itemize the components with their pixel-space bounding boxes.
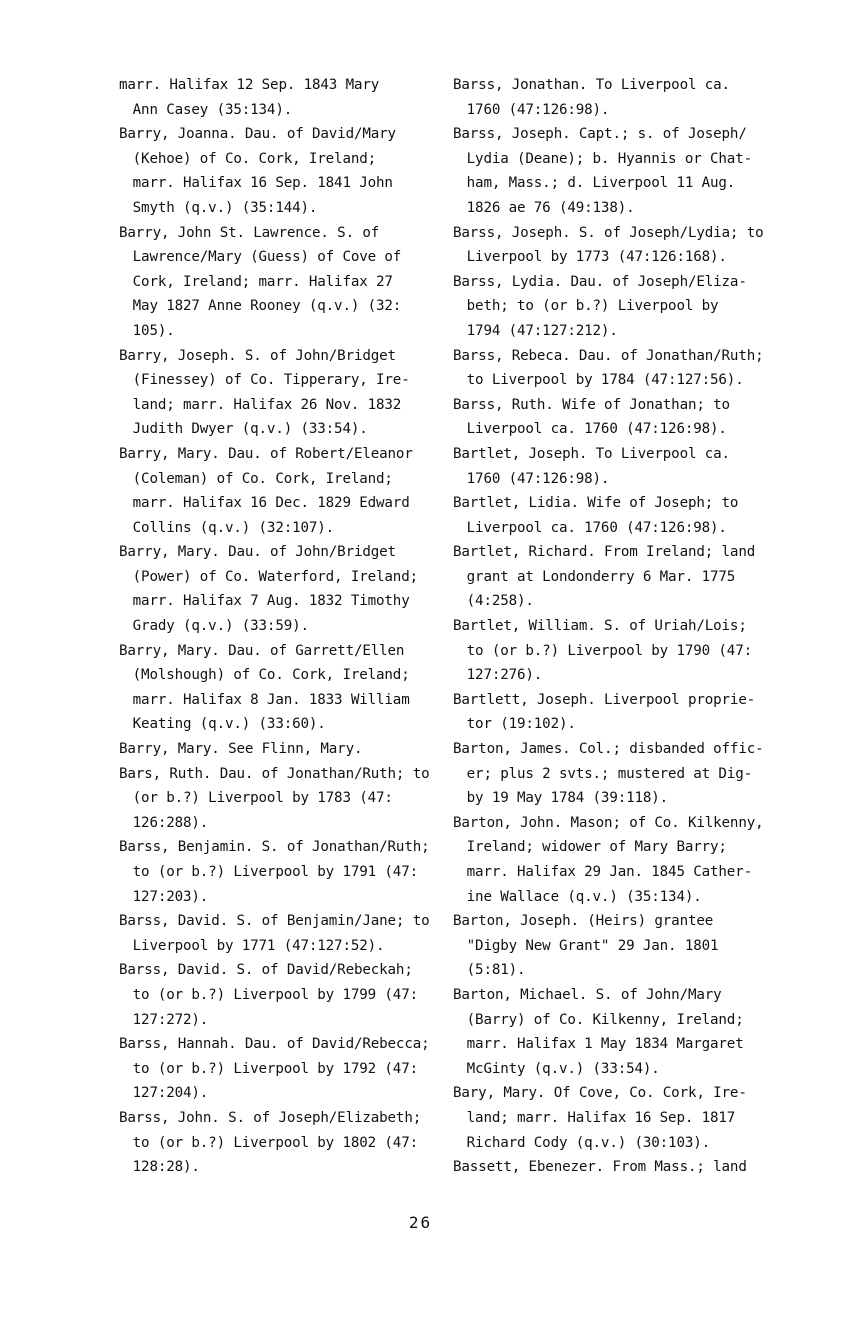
- entry-continuation-line: Grady (q.v.) (33:59).: [132, 618, 309, 635]
- entry-continuation-line: (4:258).: [466, 593, 534, 610]
- entry-continuation-line: to (or b.?) Liverpool by 1790 (47:: [466, 642, 752, 659]
- index-entry: [119, 958, 449, 1032]
- entry-continuation-line: land; marr. Halifax 16 Sep. 1817: [466, 1109, 736, 1126]
- entry-continuation-line: Lawrence/Mary (Guess) of Cove of: [132, 249, 402, 266]
- entry-continuation-line: Liverpool by 1773 (47:126:168).: [466, 249, 727, 266]
- entry-heading-line: marr. Halifax 12 Sep. 1843 Mary: [119, 77, 380, 93]
- entry-heading-line: Barss, Hannah. Dau. of David/Rebecca;: [119, 1036, 430, 1053]
- entry-continuation-line: to Liverpool by 1784 (47:127:56).: [466, 372, 744, 389]
- entry-heading-line: Barss, David. S. of David/Rebeckah;: [119, 962, 413, 979]
- entry-continuation-line: 1760 (47:126:98).: [466, 470, 610, 487]
- entry-heading-line: Barss, John. S. of Joseph/Elizabeth;: [119, 1109, 422, 1126]
- index-entry: [453, 122, 813, 220]
- entry-continuation-line: (or b.?) Liverpool by 1783 (47:: [132, 790, 393, 807]
- entry-heading-line: Barry, Mary. Dau. of Robert/Eleanor: [119, 445, 413, 462]
- index-entry: [119, 122, 449, 220]
- entry-heading-line: Barss, Lydia. Dau. of Joseph/Eliza-: [453, 273, 747, 290]
- entry-continuation-line: 127:272).: [132, 1011, 209, 1028]
- index-entry: [119, 221, 449, 344]
- entry-heading-line: Barss, Jonathan. To Liverpool ca.: [453, 77, 730, 93]
- entry-continuation-line: grant at Londonderry 6 Mar. 1775: [466, 568, 736, 585]
- index-entry: [453, 614, 813, 688]
- entry-heading-line: Bartlet, Richard. From Ireland; land: [453, 544, 756, 561]
- entry-heading-line: Barss, Rebeca. Dau. of Jonathan/Ruth;: [453, 347, 764, 364]
- index-entry: [119, 737, 449, 762]
- index-entry: [119, 762, 449, 836]
- index-entry: [453, 540, 813, 614]
- entry-heading-line: Bartlett, Joseph. Liverpool proprie-: [453, 691, 756, 708]
- index-entry: [453, 737, 813, 811]
- entry-heading-line: Barss, David. S. of Benjamin/Jane; to: [119, 913, 430, 930]
- entry-continuation-line: to (or b.?) Liverpool by 1792 (47:: [132, 1060, 418, 1077]
- entry-heading-line: Barss, Joseph. Capt.; s. of Joseph/: [453, 126, 747, 143]
- entry-continuation-line: Richard Cody (q.v.) (30:103).: [466, 1134, 711, 1151]
- entry-heading-line: Barss, Ruth. Wife of Jonathan; to: [453, 396, 730, 413]
- entry-continuation-line: marr. Halifax 8 Jan. 1833 William: [132, 691, 410, 708]
- index-entry: [453, 393, 813, 442]
- entry-continuation-line: Lydia (Deane); b. Hyannis or Chat-: [466, 150, 752, 167]
- right-column: [453, 73, 813, 1180]
- entry-heading-line: Bartlet, Joseph. To Liverpool ca.: [453, 445, 730, 462]
- entry-heading-line: Barry, Joanna. Dau. of David/Mary: [119, 126, 396, 143]
- entry-continuation-line: to (or b.?) Liverpool by 1799 (47:: [132, 986, 418, 1003]
- index-entry: [453, 811, 813, 909]
- entry-continuation-line: by 19 May 1784 (39:118).: [466, 790, 669, 807]
- entry-continuation-line: "Digby New Grant" 29 Jan. 1801: [466, 937, 719, 954]
- entry-continuation-line: (Barry) of Co. Kilkenny, Ireland;: [466, 1011, 744, 1028]
- entry-heading-line: Barry, Mary. Dau. of Garrett/Ellen: [119, 642, 405, 659]
- entry-continuation-line: Liverpool ca. 1760 (47:126:98).: [466, 519, 727, 536]
- index-entry: [453, 442, 813, 491]
- entry-heading-line: Barry, Mary. See Flinn, Mary.: [119, 741, 363, 758]
- index-entry: [453, 270, 813, 344]
- entry-continuation-line: 105).: [132, 322, 175, 339]
- entry-continuation-line: 127:276).: [466, 667, 543, 684]
- index-entry: [453, 983, 813, 1081]
- entry-continuation-line: tor (19:102).: [466, 716, 576, 733]
- index-entry: [119, 540, 449, 638]
- entry-continuation-line: marr. Halifax 29 Jan. 1845 Cather-: [466, 864, 752, 880]
- entry-continuation-line: (5:81).: [466, 962, 526, 979]
- entry-heading-line: Barry, Mary. Dau. of John/Bridget: [119, 544, 396, 561]
- index-entry: [119, 909, 449, 958]
- index-entry: [453, 344, 813, 393]
- page-number: 26: [408, 1213, 433, 1232]
- entry-continuation-line: marr. Halifax 1 May 1834 Margaret: [466, 1036, 744, 1053]
- entry-continuation-line: ham, Mass.; d. Liverpool 11 Aug.: [466, 175, 736, 192]
- entry-continuation-line: 128:28).: [132, 1159, 200, 1176]
- index-entry: [453, 491, 813, 540]
- entry-continuation-line: Cork, Ireland; marr. Halifax 27: [132, 273, 393, 290]
- entry-continuation-line: 126:288).: [132, 814, 209, 831]
- entry-heading-line: Barss, Benjamin. S. of Jonathan/Ruth;: [119, 839, 430, 856]
- entry-heading-line: Barry, Joseph. S. of John/Bridget: [119, 347, 396, 364]
- index-entry: [119, 835, 449, 909]
- entry-heading-line: Barss, Joseph. S. of Joseph/Lydia; to: [453, 224, 764, 241]
- entry-continuation-line: 1794 (47:127:212).: [466, 322, 618, 339]
- entry-continuation-line: Keating (q.v.) (33:60).: [132, 716, 326, 733]
- index-entry: [119, 639, 449, 737]
- entry-continuation-line: Liverpool by 1771 (47:127:52).: [132, 937, 385, 954]
- entry-heading-line: Barton, John. Mason; of Co. Kilkenny,: [453, 814, 764, 831]
- index-entry: [453, 221, 813, 270]
- entry-continuation-line: 1826 ae 76 (49:138).: [466, 199, 635, 216]
- index-entry: [119, 1106, 449, 1180]
- entry-heading-line: Bars, Ruth. Dau. of Jonathan/Ruth; to: [119, 765, 430, 782]
- index-entry: [453, 909, 813, 983]
- entry-continuation-line: Judith Dwyer (q.v.) (33:54).: [132, 421, 368, 438]
- entry-continuation-line: (Kehoe) of Co. Cork, Ireland;: [132, 150, 377, 167]
- entry-continuation-line: 127:203).: [132, 888, 209, 905]
- index-entry: [453, 1081, 813, 1155]
- index-entry: [453, 688, 813, 737]
- index-entry: [119, 73, 449, 122]
- entry-heading-line: Bassett, Ebenezer. From Mass.; land: [453, 1159, 747, 1176]
- entry-continuation-line: May 1827 Anne Rooney (q.v.) (32:: [132, 298, 402, 315]
- entry-continuation-line: to (or b.?) Liverpool by 1802 (47:: [132, 1134, 418, 1151]
- entry-continuation-line: marr. Halifax 16 Sep. 1841 John: [132, 175, 393, 192]
- entry-heading-line: Bary, Mary. Of Cove, Co. Cork, Ire-: [453, 1085, 747, 1102]
- entry-continuation-line: Collins (q.v.) (32:107).: [132, 519, 335, 536]
- entry-heading-line: Barton, James. Col.; disbanded offic-: [453, 741, 764, 758]
- index-entry: [119, 344, 449, 442]
- entry-continuation-line: beth; to (or b.?) Liverpool by: [466, 298, 719, 315]
- index-entry: [119, 1032, 449, 1106]
- entry-continuation-line: Ann Casey (35:134).: [132, 101, 293, 118]
- entry-continuation-line: Ireland; widower of Mary Barry;: [466, 839, 727, 856]
- index-entry: [453, 73, 813, 122]
- entry-continuation-line: (Finessey) of Co. Tipperary, Ire-: [132, 372, 410, 389]
- entry-heading-line: Barton, Joseph. (Heirs) grantee: [453, 913, 714, 930]
- entry-continuation-line: marr. Halifax 16 Dec. 1829 Edward: [132, 495, 410, 512]
- entry-continuation-line: marr. Halifax 7 Aug. 1832 Timothy: [132, 593, 410, 610]
- entry-heading-line: Barton, Michael. S. of John/Mary: [453, 986, 722, 1003]
- entry-heading-line: Barry, John St. Lawrence. S. of: [119, 224, 380, 241]
- entry-continuation-line: (Power) of Co. Waterford, Ireland;: [132, 568, 418, 585]
- entry-continuation-line: land; marr. Halifax 26 Nov. 1832: [132, 396, 402, 413]
- entry-continuation-line: 127:204).: [132, 1085, 209, 1102]
- entry-continuation-line: Smyth (q.v.) (35:144).: [132, 199, 318, 216]
- left-column: [119, 73, 449, 1180]
- index-entry: [119, 442, 449, 540]
- entry-continuation-line: to (or b.?) Liverpool by 1791 (47:: [132, 864, 418, 880]
- entry-continuation-line: (Molshough) of Co. Cork, Ireland;: [132, 667, 410, 684]
- entry-continuation-line: 1760 (47:126:98).: [466, 101, 610, 118]
- entry-heading-line: Bartlet, Lidia. Wife of Joseph; to: [453, 495, 739, 512]
- entry-continuation-line: ine Wallace (q.v.) (35:134).: [466, 888, 702, 905]
- entry-continuation-line: McGinty (q.v.) (33:54).: [466, 1060, 660, 1077]
- entry-continuation-line: Liverpool ca. 1760 (47:126:98).: [466, 421, 727, 438]
- entry-heading-line: Bartlet, William. S. of Uriah/Lois;: [453, 618, 747, 635]
- index-entry: [453, 1155, 813, 1180]
- entry-continuation-line: (Coleman) of Co. Cork, Ireland;: [132, 470, 393, 487]
- entry-continuation-line: er; plus 2 svts.; mustered at Dig-: [466, 765, 752, 782]
